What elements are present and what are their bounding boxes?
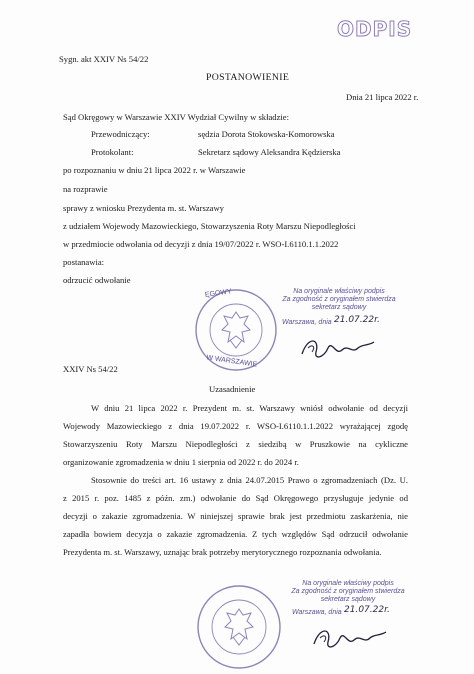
seal-1-top-text: ĘGOWY (204, 288, 233, 299)
participants-line: z udziałem Wojewody Mazowieckiego, Stowarzyszenia Roty Marszu Niepodległości (63, 221, 356, 231)
court-seal-2 (196, 584, 282, 670)
cert-2-handwritten-date: 21.07.22r. (344, 605, 390, 615)
clerk-label: Protokolant: (91, 147, 134, 157)
para2-line-1: Stosownie do treści art. 16 ustawy z dnia 24.07.2015 Prawo o zgromadzeniach (Dz. U. (91, 475, 408, 485)
para2-line-2: z 2015 r. poz. 1485 z późn. zm.) odwołanie do Sąd Okręgowego przysługuje jedynie od (63, 493, 408, 503)
cert-1-line2: Za zgodność z oryginałem stwierdza (282, 295, 396, 303)
cert-1-line3: sekretarz sądowy (311, 303, 367, 311)
para1-line-2: Wojewody Mazowieckiego z dnia 19.07.2022 r. WSO-I.6110.1.1.2022 wyrażającej zgodę (63, 421, 408, 431)
certification-stamp-2 (283, 580, 413, 603)
chair-label: Przewodniczący: (91, 129, 150, 139)
certification-stamp-1 (274, 288, 404, 311)
cert-2-line1: Na oryginale właściwy podpis (302, 580, 394, 587)
cert-1-city-date: Warszawa, dnia (282, 319, 332, 326)
para2-line-5: Prezydenta m. st. Warszawy, uznając brak potrzeby merytorycznego rozpoznania odwołania. (63, 547, 382, 557)
signature-2 (310, 624, 390, 654)
decision-date: Dnia 21 lipca 2022 r. (346, 92, 419, 102)
chair-value: sędzia Dorota Stokowska-Komorowska (198, 129, 335, 139)
cert-1-line1: Na oryginale właściwy podpis (293, 288, 385, 295)
cert-2-city-date: Warszawa, dnia (292, 609, 342, 616)
court-line: Sąd Okręgowy w Warszawie XXIV Wydział Cywilny w składzie: (63, 112, 290, 122)
para2-line-3: decyzji o zakazie zgromadzenia. W niniejszej sprawie brak jest przedmiotu zaskarżenia, nie (63, 511, 408, 521)
hearing-line: po rozpoznaniu w dniu 21 lipca 2022 r. w Warszawie (63, 165, 246, 175)
document-title: POSTANOWIENIE (206, 72, 290, 83)
para1-line-3: Stowarzyszeniu Roty Marszu Niepodległości z siedzibą w Pruszkowie na cykliczne (63, 439, 408, 449)
case-number-2: XXIV Ns 54/22 (63, 364, 118, 374)
seal-1-bottom-text: W WARSZAWIE (205, 354, 258, 369)
para2-line-4: zapadła bowiem decyzja o zakazie zgromadzenia. Z tych względów Sąd odrzucił odwołanie (63, 529, 408, 539)
copy-stamp: ODPIS (337, 17, 413, 41)
decides-label: postanawia: (63, 257, 105, 267)
matter-line: sprawy z wniosku Prezydenta m. st. Warszawy (63, 203, 224, 213)
justification-title: Uzasadnienie (209, 384, 256, 394)
subject-line: w przedmiocie odwołania od decyzji z dnia 19/07/2022 r. WSO-I.6110.1.1.2022 (63, 239, 339, 249)
case-number: Sygn. akt XXIV Ns 54/22 (59, 54, 149, 64)
cert-2-line3: sekretarz sądowy (320, 595, 376, 603)
para1-line-4: organizowanie zgromadzenia w dniu 1 sierpnia od 2022 r. do 2024 r. (63, 457, 299, 467)
ruling-text: odrzucić odwołanie (63, 275, 131, 285)
signature-1 (298, 334, 378, 364)
para1-line-1: W dniu 21 lipca 2022 r. Prezydent m. st. Warszawy wniósł odwołanie od decyzji (91, 403, 408, 413)
hearing-type: na rozprawie (63, 184, 108, 194)
cert-1-handwritten-date: 21.07.22r. (334, 315, 380, 325)
clerk-value: Sekretarz sądowy Aleksandra Kędzierska (198, 147, 341, 157)
cert-2-line2: Za zgodność z oryginałem stwierdza (291, 587, 405, 595)
